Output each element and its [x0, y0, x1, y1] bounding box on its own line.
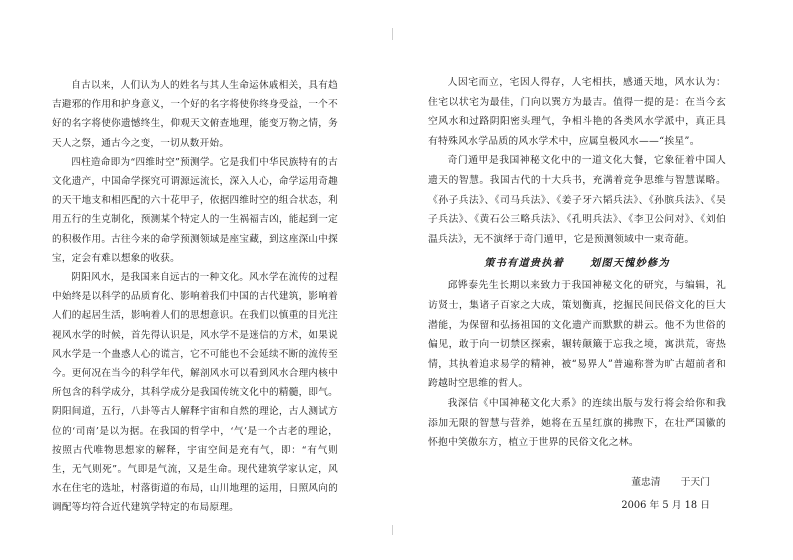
signature-author: 董忠清	[631, 476, 661, 488]
left-paragraph-3: 阴阳风水，是我国来自远古的一种文化。风水学在流传的过程中始终是以科学的品质育化、影响着我们中国的古代建筑，影响着人们的起居生活，影响着人们的思想意识。在我们以慎重的目光注视风水学的时候，首先得认识是，风水学不是迷信的方术，如果说风水学是一个蛊惑人心的谎言，它不可能也不会延续不断的流传至今。更何况在当今的科学年代，解剖风水可以看到风水合理内核中所包含的科学成分，其科学成分是我国传统文化中的精髓，即气。阴阳间道，五行，八卦等古人解释宇宙和自然的理论，古人测试方位的‘司南’是以为据。在我国的哲学中，‘气’是一个古老的理论，按照古代唯物思想家的解释，宇宙空间是充有气，即：“有气则生，无气则死”。气即是气流，又是生命。现代建筑学家认定，风水在住宅的选址，村落街道的布局，山川地理的运用，日照风向的调配等均符合近代建筑学特定的布局原理。	[52, 272, 338, 514]
gutter-mark-bottom	[392, 525, 393, 535]
left-paragraph-2: 四柱造命即为“四维时空”预测学。它是我们中华民族特有的古文化遗产，中国命学探究可谓源远流长，深入人心，命学运用奇趣的天干地支和相匹配的六十花甲子，依据四维时空的组合状态，利用五行的生克制化，预测某个特定人的一生祸福吉凶，能起到一定的积极作用。古往今来的命学预测领域是座宝藏，到这座深山中探宝，定会有难以想象的收获。	[52, 156, 338, 264]
right-paragraph-1: 人因宅而立，宅因人得存，人宅相扶，感通天地，风水认为：住宅以状宅为最佳，门向以巽方为最吉。值得一提的是：在当今玄空风水和过路阴阳密头理气，争相斗艳的各类风水学派中，真正具有特殊风水学品质的风水学术中，应属皇极风水——“挨星”。	[428, 77, 726, 147]
left-paragraph-1: 自古以来，人们认为人的姓名与其人生命运休戚相关，具有趋吉避邪的作用和护身意义，一个好的名字将使你终身受益，一个不好的名字将使你遗憾终生，仰观天文俯查地理，能变万物之情，务天人之祭，通古今之变，一切从数开始。	[52, 80, 338, 149]
right-paragraph-4: 我深信《中国神秘文化大系》的连续出版与发行将会给你和我添加无限的智慧与营养，她将在五星红旗的拂煦下，在壮严国徽的怀抱中笑傲东方，植立于世界的民俗文化之林。	[428, 397, 726, 449]
signature-block	[428, 473, 726, 516]
signature-line	[428, 473, 710, 493]
gutter-mark-top	[392, 28, 393, 40]
right-page-text	[428, 73, 726, 516]
left-page-text	[52, 76, 338, 518]
right-paragraph-2: 奇门遁甲是我国神秘文化中的一道文化大餐，它象征着中国人遗天的智慧。我国古代的十大兵书，充满着竞争思维与智慧谋略。《孙子兵法》、《司马兵法》、《姜子牙六韬兵法》、《孙膑兵法》、《吴子兵法》、《黄石公三略兵法》、《孔明兵法》、《李卫公问对》、《刘伯温兵法》，无不演绎于奇门遁甲，它是预测领域中一束奇葩。	[428, 155, 726, 245]
verse-line-1: 策书有道贵执着	[484, 257, 564, 270]
signature-date: 2006 年 5 月 18 日	[621, 499, 710, 511]
signature-place: 于天门	[680, 476, 710, 488]
right-paragraph-3: 邱铧泰先生长期以来致力于我国神秘文化的研究，与编辑，礼访贤士，集诸子百家之大成，策划衡真，挖掘民间民俗文化的巨大潜能，为保留和弘扬祖国的文化遗产而默默的耕云。他不为世俗的偏见，敢于向一切禁区探索，辗转颠簸于忘我之境，寓洪荒，寄热情，其执着追求易学的精神，被“易界人”普遍称誉为旷古超前者和跨越时空思维的哲人。	[428, 280, 726, 390]
verse-line-2: 划图天愧妙修为	[590, 257, 670, 270]
verse-couplet	[428, 254, 726, 272]
